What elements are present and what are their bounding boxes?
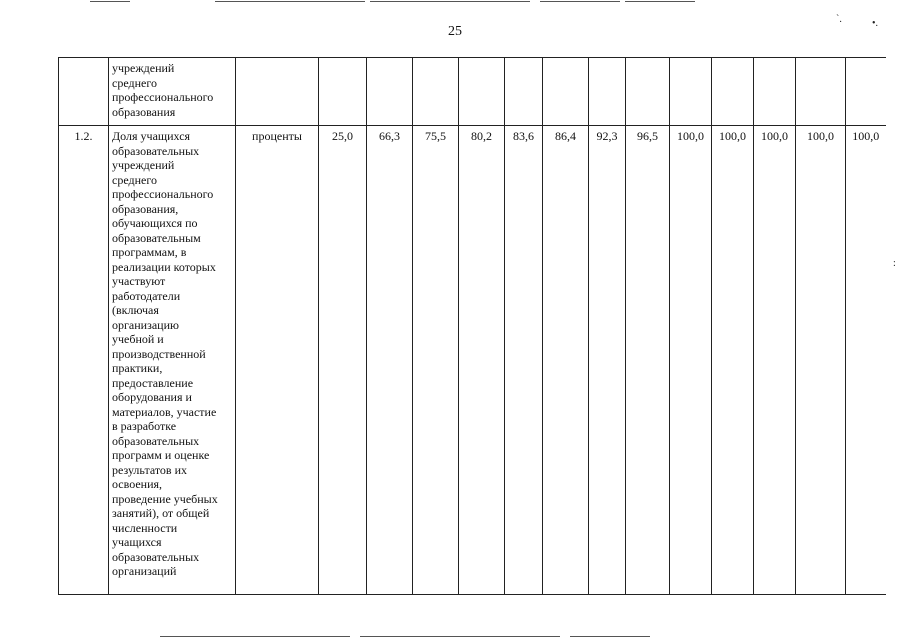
value-cell: 92,3 — [589, 126, 626, 595]
description-line: (включая — [112, 303, 159, 317]
row-index-cell: 1.2. — [59, 126, 109, 595]
description-line: предоставление — [112, 375, 194, 390]
description-line: работодатели — [112, 288, 181, 303]
value-cell: 100,0 — [846, 126, 886, 595]
description-line: образования, — [112, 201, 179, 216]
description-line: численности — [112, 520, 178, 535]
description-line: обучающихся по — [112, 216, 198, 230]
description-line: учреждений — [112, 61, 175, 75]
empty-cell — [505, 58, 543, 126]
empty-cell — [589, 58, 626, 126]
empty-cell — [236, 58, 319, 126]
value-cell: 100,0 — [754, 126, 796, 595]
empty-cell — [754, 58, 796, 126]
value-cell: 100,0 — [670, 126, 712, 595]
description-line: результатов их — [112, 462, 188, 477]
description-line: организацию — [112, 317, 179, 332]
empty-cell — [543, 58, 589, 126]
description-cell — [109, 58, 236, 126]
value-cell: 100,0 — [796, 126, 846, 595]
description-cell — [109, 126, 236, 595]
description-line: Доля учащихся — [112, 129, 191, 143]
description-line: производственной — [112, 346, 206, 361]
scan-speck: `. — [836, 14, 842, 25]
description-line: образовательных — [112, 433, 200, 448]
unit-cell: проценты — [236, 126, 319, 595]
description-line: программам, в — [112, 245, 187, 259]
description-line: учебной и — [112, 332, 164, 346]
indicators-table — [58, 57, 886, 595]
description-line: среднего — [112, 75, 157, 90]
description-line: образовательных — [112, 143, 200, 158]
empty-cell — [367, 58, 413, 126]
description-line: реализации которых — [112, 259, 216, 274]
empty-cell — [846, 58, 886, 126]
description-line: организаций — [112, 564, 177, 578]
value-cell: 25,0 — [319, 126, 367, 595]
scan-speck: : — [893, 258, 896, 269]
value-cell: 86,4 — [543, 126, 589, 595]
description-line: практики, — [112, 361, 163, 375]
empty-cell — [712, 58, 754, 126]
empty-cell — [319, 58, 367, 126]
description-line: учреждений — [112, 158, 175, 172]
empty-cell — [413, 58, 459, 126]
empty-cell — [626, 58, 670, 126]
description-line: занятий), от общей — [112, 506, 210, 520]
description-line: материалов, участие — [112, 404, 217, 419]
value-cell: 83,6 — [505, 126, 543, 595]
description-line: среднего — [112, 172, 157, 187]
scan-speck: •. — [872, 18, 879, 29]
description-line: программ и оценке — [112, 448, 210, 462]
description-line: образования — [112, 104, 176, 119]
description-line: освоения, — [112, 477, 163, 491]
value-cell: 96,5 — [626, 126, 670, 595]
description-line: оборудования и — [112, 390, 192, 404]
description-line: образовательных — [112, 549, 200, 564]
empty-cell — [670, 58, 712, 126]
description-line: в разработке — [112, 419, 177, 433]
value-cell: 100,0 — [712, 126, 754, 595]
empty-cell — [796, 58, 846, 126]
value-cell: 66,3 — [367, 126, 413, 595]
description-line: профессионального — [112, 187, 214, 201]
description-line: профессионального — [112, 90, 214, 104]
description-line: учащихся — [112, 535, 162, 549]
page-number: 25 — [448, 24, 462, 39]
value-cell: 75,5 — [413, 126, 459, 595]
row-index-cell — [59, 58, 109, 126]
table-row-continued — [59, 58, 886, 126]
table-row — [59, 126, 886, 595]
empty-cell — [459, 58, 505, 126]
description-line: участвуют — [112, 274, 166, 288]
description-line: проведение учебных — [112, 491, 218, 506]
description-line: образовательным — [112, 230, 201, 245]
value-cell: 80,2 — [459, 126, 505, 595]
